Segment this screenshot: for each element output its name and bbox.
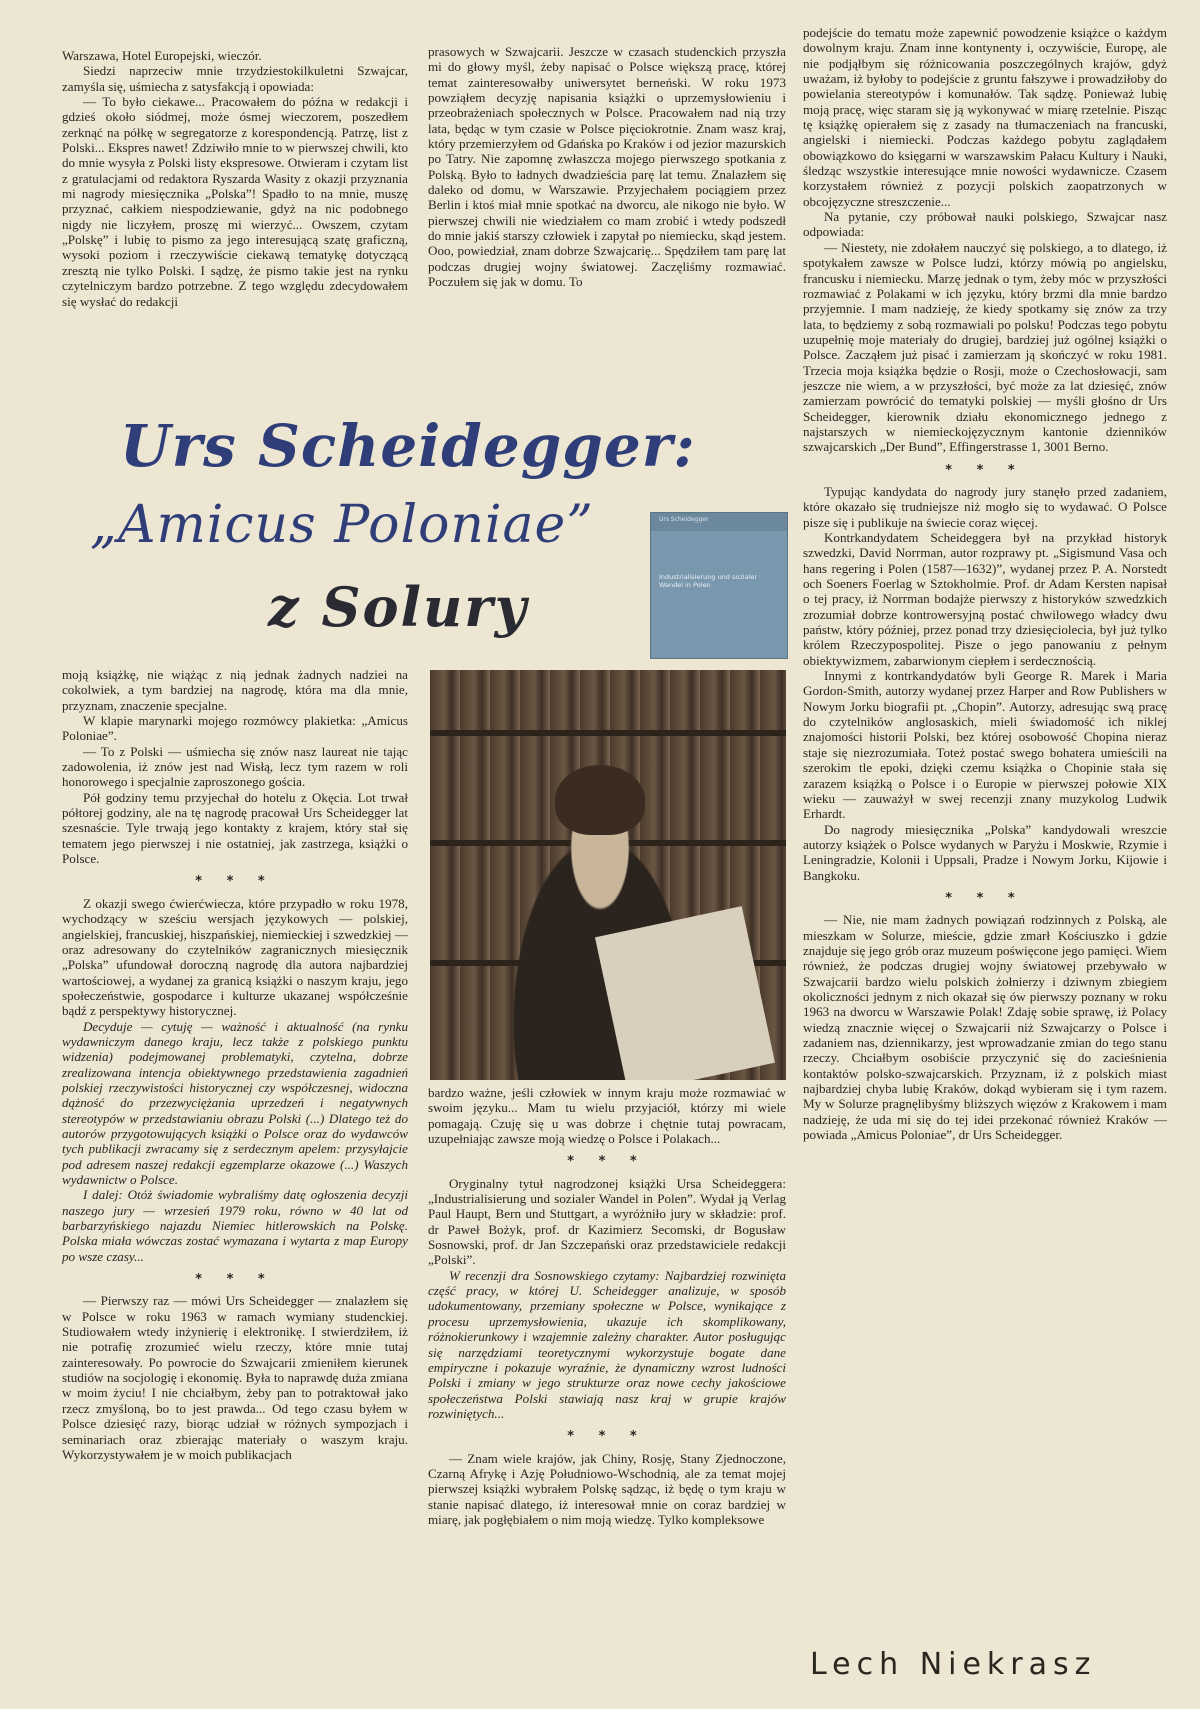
section-divider: * * * (195, 1272, 275, 1288)
section-divider: * * * (567, 1154, 647, 1170)
paragraph: Decyduje — cytuję — ważność i aktualność (na rynku wydawniczym danego kraju, lecz także z polskiego punktu widzenia) podejmowanej problematyki, czytelna, dobrze zrealizowana intencja obiektywnego przedstawienia zagadnień polskiej rzeczywistości historycznej czy współczesnej, widoczna dążność do przezwyciężania uprzedzeń i negatywnych stereotypów w przedstawianiu obrazu Polski (...) Dlatego też do autorów przygotowujących książki o Polsce oraz do wydawców tych publikacji zwracamy się z serdecznym apelem: przysyłajcie pod adresem naszej redakcji egzemplarze okazowe (...) Waszych wydawnictw o Polsce. (62, 1018, 408, 1187)
paragraph: — To z Polski — uśmiecha się znów nasz laureat nie tając zadowolenia, iż znów jest nad Wisłą, lecz tym razem w roli honorowego i specjalnie zaproszonego gościa. (62, 743, 408, 790)
paragraph: Pół godziny temu przyjechał do hotelu z Okęcia. Lot trwał półtorej godziny, ale na tę nagrodę pracował Urs Scheidegger lat szesnaście. Tyle trwają jego kontakty z krajem, który stał się tematem jego pierwszej i nie ostatniej, jak zastrzega, książki o Polsce. (62, 789, 408, 867)
column-2-bottom (428, 1085, 786, 1527)
paragraph: — Znam wiele krajów, jak Chiny, Rosję, Stany Zjednoczone, Czarną Afrykę i Azję Południowo-Wschodnią, ale za temat mojej pierwszej książki wybrałem Polskę sądząc, iż będę o tym kraju w stanie napisać dlatego, iż interesował mnie on coraz bardziej w miarę, jak pogłębiałem o nim moją wiedzę. Tylko kompleksowe (428, 1450, 786, 1527)
paragraph: W recenzji dra Sosnowskiego czytamy: Najbardziej rozwinięta część pracy, w której U. Scheidegger analizuje, w sposób udokumentowany, przemiany społeczne w Polsce, wynikające z procesu uprzemysłowienia, ukazuje ich skomplikowany, różnokierunkowy i wzajemnie zależny charakter. Autor posługując się narzędziami teoretycznymi wykorzystuje bogate dane empiryczne i pokazuje wyraźnie, że dynamiczny wzrost ludności Polski i zmiany w jego strukturze oraz nowe cechy jakościowe społeczeństwa Polski stawiają nasz kraj w grupie krajów rozwiniętych... (428, 1267, 786, 1421)
paragraph: — To było ciekawe... Pracowałem do późna w redakcji i gdzieś około siódmej, może ósmej wieczorem, poszedłem zerknąć na półkę w segregatorze z korespondencją. Patrzę, list z Polski... Ekspres nawet! Zdziwiło mnie to w pierwszej chwili, kto do mnie wysyła z Polski listy ekspresowe. Otwieram i czytam list z gratulacjami od redaktora Ryszarda Wasity z okazji przyznania mi nagrody miesięcznika „Polska”! Spadło to na mnie, muszę przyznać, całkiem niespodziewanie, gdyż na nic podobnego nigdy nie liczyłem, proszę mi wierzyć... Owszem, czytam „Polskę” i lubię to pismo za jego interesującą szatę graficzną, wysoki poziom i rzeczywiście ciekawą tematykę dotyczącą zresztą nie tylko Polski. I sądzę, że pismo takie jest na rynku czytelniczym bardzo potrzebne. Z tego względu zdecydowałem się wysłać do redakcji (62, 94, 408, 309)
paragraph: I dalej: Otóż świadomie wybraliśmy datę ogłoszenia decyzji naszego jury — wrzesień 1979 roku, równo w 40 lat od barbarzyńskiego najazdu Niemiec hitlerowskich na Polskę. Polska miała wówczas zostać wymazana i wytarta z map Europy po wsze czasy... (62, 1187, 408, 1264)
paragraph: — Nie, nie mam żadnych powiązań rodzinnych z Polską, ale mieszkam w Solurze, mieście, gdzie zmarł Kościuszko i gdzie znajduje się jego grób oraz muzeum poświęcone jego pamięci. Wiem również, że podczas drugiej wojny światowej przebywało w Szwajcarii bardzo wielu polskich żołnierzy i dziwnym zbiegiem okoliczności jednym z nich okazał się ów pierwszy poznany w roku 1963 na dworcu w Warszawie Polak! Zdaję sobie sprawę, iż Polacy wiedzą znacznie więcej o Szwajcarii niż Szwajcarzy o Polsce i zadaniem nas, dziennikarzy, jest wprowadzanie zmian do tego stanu rzeczy. Chciałbym osobiście przyczynić się do zacieśnienia kontaktów polsko-szwajcarskich. Przyznam, iż z polskich miast najbardziej chyba lubię Kraków, dokąd wybieram się i tym razem. My w Solurze pragnęlibyśmy bliższych więzów z Krakowem i mam nadzieję, że uda mi się do tej idei przekonać również Kraków — powiada „Amicus Poloniae”, dr Urs Scheidegger. (803, 912, 1167, 1143)
photo-shelf (430, 730, 786, 736)
headline-line-2: „Amicus Poloniae” (90, 495, 594, 555)
section-divider: * * * (945, 462, 1025, 478)
paragraph: Innymi z kontrkandydatów byli George R. Marek i Maria Gordon-Smith, autorzy wydanej przez Harper and Row Publishers w Nowym Jorku biografii pt. „Chopin”. Autorzy, adresując swą pracę do czytelników anglosaskich, mieli świadomość ich niklej znajomości historii Polski, bez której osobowość Chopina nieraz staje się niezrozumiała. Toteż postać swego bohatera umieścili na szerokim tle epoki, dzięki czemu książka o Chopinie stała się zarazem książką o Polsce i o Europie w pierwszej połowie XIX wieku — zauważył w swej recenzji znany muzykolog Ludwik Erhardt. (803, 668, 1167, 822)
paragraph: Z okazji swego ćwierćwiecza, które przypadło w roku 1978, wychodzący w sześciu wersjach językowych — polskiej, angielskiej, francuskiej, hiszpańskiej, niemieckiej i szwedzkiej — oraz adresowany do czytelników zagranicznych miesięcznik „Polska” ufundował doroczną nagrodę dla autora najbardziej wartościowej, a wydanej za granicą książki o naszym kraju, jego społeczeństwie, gospodarce i kulturze ukazanej współcześnie bądź z perspektywy historycznej. (62, 895, 408, 1019)
portrait-photo (430, 670, 786, 1080)
paragraph: bardzo ważne, jeśli człowiek w innym kraju może rozmawiać w swoim języku... Mam tu wielu przyjaciół, którzy mi wiele pomagają. Czuję się u was dobrze i chętnie tutaj powracam, uzupełniając zawsze moją wiedzę o Polsce i Polakach... (428, 1085, 786, 1147)
column-3 (803, 25, 1167, 1142)
column-2-top (428, 44, 786, 290)
photo-paper (595, 906, 775, 1080)
paragraph: W klapie marynarki mojego rozmówcy plakietka: „Amicus Poloniae”. (62, 713, 408, 744)
paragraph: Siedzi naprzeciw mnie trzydziestokilkuletni Szwajcar, zamyśla się, uśmiecha z satysfakcją i opowiada: (62, 63, 408, 94)
paragraph: Na pytanie, czy próbował nauki polskiego, Szwajcar nasz odpowiada: (803, 209, 1167, 240)
section-divider: * * * (567, 1429, 647, 1445)
paragraph: Kontrkandydatem Scheideggera był na przykład historyk szwedzki, David Norrman, autor rozprawy pt. „Sigismund Vasa och hans regering i Polen (1587—1632)”, wydanej przez P. A. Norstedt och Soeners Foerlag w Sztokholmie. Prof. dr Adam Kersten napisał o tej pracy, iż Norrman bodajże pierwszy z historyków szwedzkich zrozumiał dobrze kontrowersyjną postać chwilowego władcy dwu państw, który później, przez ponad trzy dziesięciolecia, był już tylko królem Rzeczypospolitej. Pisze o jego panowaniu z pełnym obiektywizmem, zabarwionym ciepłem i serdecznością. (803, 530, 1167, 668)
paragraph: podejście do tematu może zapewnić powodzenie książce o każdym dowolnym kraju. Znam inne kontynenty i, oczywiście, Europę, ale nie podjąłbym się różnicowania poszczególnych krajów, gdyż uważam, iż byłoby to podejście z gruntu fałszywe i prowadziłoby do powielania stereotypów i komunałów. Tak sądzę. Ponieważ lubię moją pracę, więc staram się ją wykonywać w miarę rzetelnie. Pisząc tę książkę opierałem się z zasady na tłumaczeniach na francuski, angielski i niemiecki. Podczas każdego pobytu zaglądałem obowiązkowo do księgarni w warszawskim Pałacu Kultury i Nauki, śledząc wszystkie interesujące mnie nowości wydawnicze. Czasem korzystałem również z pozycji polskich zaopatrzonych w obcojęzyczne streszczenie... (803, 25, 1167, 209)
headline-line-3: z Solury (268, 575, 529, 639)
book-cover-title: Industrialisierung und sozialer Wandel in Polen (659, 573, 758, 589)
paragraph: moją książkę, nie wiążąc z nią jednak żadnych nadziei na cokolwiek, a tym bardziej na nagrodę, która ma dla mnie, przyznam, znaczenie specjalne. (62, 667, 408, 713)
paragraph: prasowych w Szwajcarii. Jeszcze w czasach studenckich przyszła mi do głowy myśl, żeby napisać o Polsce większą pracę, której temat zainteresowałby uniwersytet berneński. W roku 1973 powziąłem decyzję napisania książki o uprzemysłowieniu i przeobrażeniach społecznych w Polsce. Pracowałem nad nią trzy lata, będąc w tym czasie w Polsce pięciokrotnie. Znam wasz kraj, który przemierzyłem od Gdańska po Kraków i od jezior mazurskich po Tatry. Nie zapomnę zwłaszcza mojego pierwszego spotkania z Polską. Było to ładnych dwadzieścia parę lat temu. Znalazłem się daleko od domu, w Warszawie. Przyjechałem pociągiem przez Berlin i ktoś miał mnie spotkać na dworcu, ale nikogo nie było. W pierwszej chwili nie wiedziałem co mam zrobić i wtedy podszedł do mnie jakiś starszy człowiek i zapytał po niemiecku, skąd jestem. Ooo, powiedział, znam dobrze Szwajcarię... Spędziłem tam parę lat podczas drugiej wojny światowej. Zaczęliśmy rozmawiać. Poczułem się jak w domu. To (428, 44, 786, 290)
paragraph: Warszawa, Hotel Europejski, wieczór. (62, 48, 262, 63)
paragraph: — Pierwszy raz — mówi Urs Scheidegger — znalazłem się w Polsce w roku 1963 w ramach wymiany studenckiej. Studiowałem wtedy inżynierię i elektronikę. I stwierdziłem, iż nie potrafię zrozumieć wielu rzeczy, które mnie tutaj zainteresowały. Po powrocie do Szwajcarii zmieniłem kierunek studiów na socjologię i ekonomię. Była to naprawdę duża zmiana w moim życiu! I nie chciałbym, żeby pan to potraktował jako rzecz zmyśloną, bo to jest prawda... Od tego czasu byłem w Polsce dziesięć razy, biorąc udział w różnych sympozjach i seminariach oraz zbierając materiały o waszym kraju. Wykorzystywałem je w moich publikacjach (62, 1293, 408, 1462)
paragraph: Do nagrody miesięcznika „Polska” kandydowali wreszcie autorzy książek o Polsce wydanych w Paryżu i Moskwie, Rzymie i Leningradzie, Kolonii i Uppsali, Pradze i Nowym Jorku, Kijowie i Bangkoku. (803, 821, 1167, 883)
column-1-bottom (62, 667, 408, 1462)
paragraph: Oryginalny tytuł nagrodzonej książki Ursa Scheideggera: „Industrialisierung und sozialer Wandel in Polen”. Wydał ją Verlag Paul Haupt, Bern und Stuttgart, a wyróżniło jury w składzie: prof. dr Paweł Bożyk, prof. dr Kazimierz Secomski, dr Bogusław Sosnowski, prof. dr Jan Szczepański oraz przedstawiciele redakcji „Polski”. (428, 1175, 786, 1268)
section-divider: * * * (195, 874, 275, 890)
headline-line-1: Urs Scheidegger: (120, 412, 696, 480)
author-signature: Lech Niekrasz (810, 1647, 1097, 1682)
paragraph: Typując kandydata do nagrody jury stanęło przed zadaniem, które okazało się trudniejsze niż mogło się to wydawać. O Polsce pisze się i publikuje na świecie coraz więcej. (803, 483, 1167, 530)
column-1-top (62, 48, 408, 309)
section-divider: * * * (945, 890, 1025, 906)
photo-hair (555, 765, 645, 835)
book-cover-author: Urs Scheidegger (659, 516, 709, 523)
book-cover-image (650, 512, 788, 659)
paragraph: — Niestety, nie zdołałem nauczyć się polskiego, a to dlatego, iż spotykałem zawsze w Polsce ludzi, którzy mówią po angielsku, francusku i niemiecku. Marzę jednak o tym, żeby móc w przyszłości rozmawiać z Polakami w ich języku, który brzmi dla mnie bardzo przyjemnie. I mam nadzieję, że kiedy spotkamy się znów za trzy lata, to będziemy z sobą rozmawiali po polsku! Podczas tego pobytu uzupełnię moje materiały do drugiej, bardziej już ogólnej książki o Polsce. Zacząłem już pisać i zamierzam ją skończyć w roku 1981. Trzecia moja książka będzie o Rosji, może o Czechosłowacji, sam jeszcze nie wiem, a w przyszłości, być może za lat dziesięć, znów zamierzam powrócić do tematyki polskiej — myśli głośno dr Urs Scheidegger, kierownik działu ekonomicznego jednego z najstarszych w niemieckojęzycznym kantonie dzienników szwajcarskich „Der Bund”, Effingerstrasse 1, 3001 Berno. (803, 239, 1167, 455)
